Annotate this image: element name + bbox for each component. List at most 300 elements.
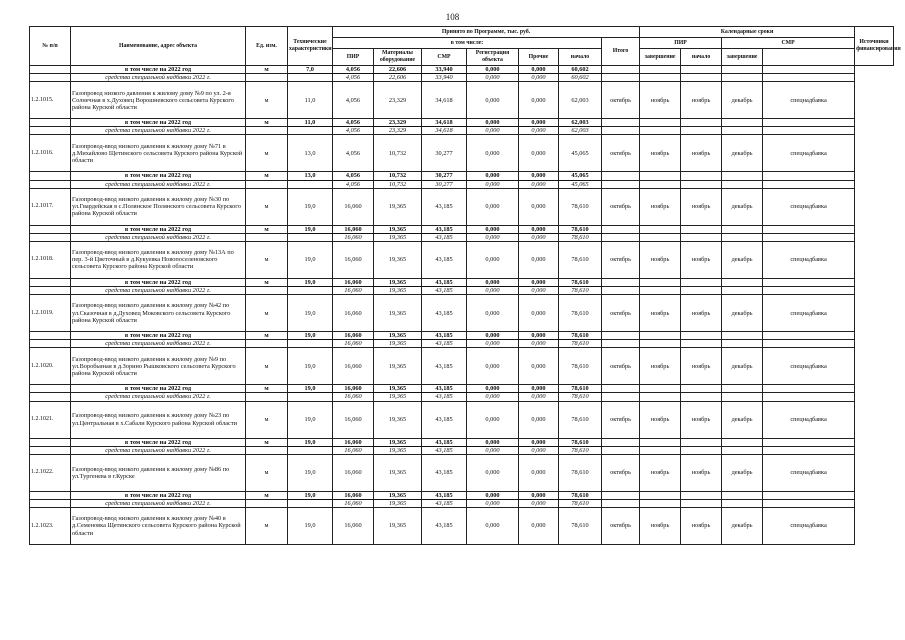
total-cell: 78,610: [559, 241, 602, 278]
special-label: средства специальной надбавки 2022 г.: [71, 393, 246, 401]
materials-cell: 19,365: [374, 401, 422, 438]
tech-cell: 19,0: [288, 241, 333, 278]
header-name: Наименование, адрес объекта: [71, 27, 246, 66]
pir-cell: 16,060: [333, 499, 374, 507]
header-cal-smr: СМР: [722, 38, 855, 49]
header-tech: Технические характеристики: [288, 27, 333, 66]
smr-end-cell: декабрь: [722, 401, 763, 438]
table-row-special: [30, 499, 894, 507]
registration-cell: 0,000: [467, 66, 519, 74]
oth-cell: 0,000: [519, 385, 559, 393]
unit-cell: м: [246, 507, 288, 544]
unit-cell: м: [246, 295, 288, 332]
pir-cell: 4,056: [333, 66, 374, 74]
oth-cell: 0,000: [519, 491, 559, 499]
mat-cell: 19,365: [374, 499, 422, 507]
table-row-object: [30, 135, 894, 172]
tech-cell: 13,0: [288, 172, 333, 180]
pir-end-cell: ноябрь: [640, 348, 681, 385]
object-code: 1.2.1020.: [30, 348, 71, 385]
tot-cell: 78,610: [559, 233, 602, 241]
table-row-special: [30, 286, 894, 294]
unit-cell: м: [246, 491, 288, 499]
table-row-special: [30, 180, 894, 188]
unit-cell: м: [246, 438, 288, 446]
source-cell: спецнадбавка: [763, 188, 855, 225]
pir-cell: 4,056: [333, 135, 374, 172]
mat-cell: 19,365: [374, 491, 422, 499]
header-pir: ПИР: [333, 49, 374, 66]
table-row-object: [30, 401, 894, 438]
smr-cell: 43,185: [422, 340, 467, 348]
tot-cell: 78,610: [559, 278, 602, 286]
oth-cell: 0,000: [519, 233, 559, 241]
header-cal-pir: ПИР: [640, 38, 722, 49]
pir-cell: 16,060: [333, 332, 374, 340]
registration-cell: 0,000: [467, 135, 519, 172]
table-row-object: [30, 295, 894, 332]
object-name: Газопровод-ввод низкого давления к жилому дому №40 в д.Семеновка Щетинского сельсовета Курского района Курской области: [71, 507, 246, 544]
smr-start-cell: ноябрь: [681, 241, 722, 278]
smr-end-cell: декабрь: [722, 295, 763, 332]
tech-cell: 13,0: [288, 135, 333, 172]
tech-cell: 19,0: [288, 188, 333, 225]
tech-cell: 11,0: [288, 119, 333, 127]
registration-cell: 0,000: [467, 454, 519, 491]
pir-cell: 16,060: [333, 438, 374, 446]
table-row-subtotal: [30, 438, 894, 446]
unit-cell: м: [246, 348, 288, 385]
pir-cell: 4,056: [333, 127, 374, 135]
object-name: Газопровод-ввод низкого давления к жилому дому №9 по ул.Воробьиная в д.Зорино Рышковского сельсовета Курского района Курской области: [71, 348, 246, 385]
smr-start-cell: ноябрь: [681, 454, 722, 491]
pir-cell: 16,060: [333, 241, 374, 278]
reg-cell: 0,000: [467, 172, 519, 180]
header-materials: Материалы оборудование: [374, 49, 422, 66]
oth-cell: 0,000: [519, 446, 559, 454]
materials-cell: 19,365: [374, 188, 422, 225]
source-cell: спецнадбавка: [763, 348, 855, 385]
object-name: Газопровод-ввод низкого давления к жилому дому №71 в д.Михайлово Щетинского сельсовета Курского района Курской области: [71, 135, 246, 172]
unit-cell: м: [246, 332, 288, 340]
pir-cell: 16,060: [333, 393, 374, 401]
program-table: [29, 26, 901, 545]
special-label: средства специальной надбавки 2022 г.: [71, 180, 246, 188]
pir-cell: 16,060: [333, 286, 374, 294]
unit-cell: м: [246, 172, 288, 180]
unit-cell: м: [246, 241, 288, 278]
table-body: [30, 66, 894, 545]
table-row-subtotal: [30, 225, 894, 233]
object-code: 1.2.1022.: [30, 454, 71, 491]
subtotal-label: в том числе на 2022 год: [71, 278, 246, 286]
object-code: 1.2.1018.: [30, 241, 71, 278]
pir-cell: 16,060: [333, 188, 374, 225]
pir-end-cell: ноябрь: [640, 135, 681, 172]
mat-cell: 23,329: [374, 127, 422, 135]
mat-cell: 19,365: [374, 340, 422, 348]
other-cell: 0,000: [519, 66, 559, 74]
pir-cell: 4,056: [333, 82, 374, 119]
tech-cell: 19,0: [288, 332, 333, 340]
tech-cell: 19,0: [288, 348, 333, 385]
header-end2: завершение: [722, 49, 763, 66]
reg-cell: 0,000: [467, 446, 519, 454]
table-row-subtotal: [30, 66, 894, 74]
header-start: начало: [559, 49, 602, 66]
oth-cell: 0,000: [519, 332, 559, 340]
tech-cell: 11,0: [288, 82, 333, 119]
tech-cell: 19,0: [288, 438, 333, 446]
smr-start-cell: ноябрь: [681, 348, 722, 385]
header-calendar: Календарные сроки: [640, 27, 855, 38]
smr-end-cell: декабрь: [722, 454, 763, 491]
table-row-object: [30, 348, 894, 385]
oth-cell: 0,000: [519, 172, 559, 180]
mat-cell: 10,732: [374, 172, 422, 180]
pir-cell: 4,056: [333, 74, 374, 82]
special-label: средства специальной надбавки 2022 г.: [71, 340, 246, 348]
reg-cell: 0,000: [467, 332, 519, 340]
subtotal-label: в том числе на 2022 год: [71, 119, 246, 127]
pir-cell: 4,056: [333, 172, 374, 180]
pir-cell: 16,060: [333, 278, 374, 286]
table-row-subtotal: [30, 119, 894, 127]
object-name: Газопровод низкого давления к жилому дому №9 по ул. 2-я Солнечная в х.Духовец Ворошневского сельсовета Курского района Курской области: [71, 82, 246, 119]
object-code: 1.2.1017.: [30, 188, 71, 225]
pir-cell: 4,056: [333, 119, 374, 127]
header-including: в том числе:: [333, 38, 602, 49]
tot-cell: 78,610: [559, 438, 602, 446]
smr-cell: 30,277: [422, 180, 467, 188]
reg-cell: 0,000: [467, 385, 519, 393]
tech-cell: 19,0: [288, 507, 333, 544]
mat-cell: 19,365: [374, 385, 422, 393]
oth-cell: 0,000: [519, 340, 559, 348]
source-cell: спецнадбавка: [763, 454, 855, 491]
tech-cell: 19,0: [288, 385, 333, 393]
table-row-subtotal: [30, 278, 894, 286]
mat-cell: 19,365: [374, 286, 422, 294]
smr-cell: 43,185: [422, 241, 467, 278]
reg-cell: 0,000: [467, 491, 519, 499]
smr-cell: 33,940: [422, 66, 467, 74]
tot-cell: 45,065: [559, 180, 602, 188]
smr-cell: 33,940: [422, 74, 467, 82]
table-row-special: [30, 74, 894, 82]
object-code: 1.2.1023.: [30, 507, 71, 544]
pir-start-cell: октябрь: [602, 507, 640, 544]
source-cell: спецнадбавка: [763, 401, 855, 438]
oth-cell: 0,000: [519, 180, 559, 188]
unit-cell: м: [246, 119, 288, 127]
pir-end-cell: ноябрь: [640, 454, 681, 491]
object-code: 1.2.1021.: [30, 401, 71, 438]
table-row-object: [30, 82, 894, 119]
header-accepted: Принято по Программе, тыс. руб.: [333, 27, 640, 38]
pir-start-cell: октябрь: [602, 135, 640, 172]
table-row-special: [30, 340, 894, 348]
mat-cell: 19,365: [374, 393, 422, 401]
source-cell: спецнадбавка: [763, 135, 855, 172]
subtotal-label: в том числе на 2022 год: [71, 332, 246, 340]
tot-cell: 62,003: [559, 119, 602, 127]
pir-end-cell: ноябрь: [640, 82, 681, 119]
tech-cell: 19,0: [288, 491, 333, 499]
pir-end-cell: ноябрь: [640, 188, 681, 225]
mat-cell: 19,365: [374, 278, 422, 286]
total-cell: 78,610: [559, 348, 602, 385]
subtotal-label: в том числе на 2022 год: [71, 385, 246, 393]
mat-cell: 19,365: [374, 332, 422, 340]
pir-start-cell: октябрь: [602, 348, 640, 385]
tot-cell: 78,610: [559, 385, 602, 393]
materials-cell: 19,365: [374, 454, 422, 491]
page-number: 108: [445, 12, 460, 22]
header-end: завершение: [640, 49, 681, 66]
smr-cell: 43,185: [422, 286, 467, 294]
registration-cell: 0,000: [467, 507, 519, 544]
object-code: 1.2.1016.: [30, 135, 71, 172]
registration-cell: 0,000: [467, 241, 519, 278]
other-cell: 0,000: [519, 188, 559, 225]
materials-cell: 22,606: [374, 66, 422, 74]
reg-cell: 0,000: [467, 233, 519, 241]
object-code: 1.2.1015.: [30, 82, 71, 119]
other-cell: 0,000: [519, 135, 559, 172]
unit-cell: м: [246, 385, 288, 393]
tech-cell: 7,0: [288, 66, 333, 74]
reg-cell: 0,000: [467, 438, 519, 446]
unit-cell: м: [246, 454, 288, 491]
pir-start-cell: октябрь: [602, 401, 640, 438]
reg-cell: 0,000: [467, 119, 519, 127]
pir-cell: 16,060: [333, 507, 374, 544]
header-unit: Ед. изм.: [246, 27, 288, 66]
oth-cell: 0,000: [519, 127, 559, 135]
special-label: средства специальной надбавки 2022 г.: [71, 127, 246, 135]
smr-end-cell: декабрь: [722, 348, 763, 385]
object-name: Газопровод-ввод низкого давления к жилому дому №86 по ул.Тургенева в г.Курске: [71, 454, 246, 491]
smr-cell: 34,618: [422, 119, 467, 127]
table-row-object: [30, 188, 894, 225]
total-cell: 60,602: [559, 74, 602, 82]
pir-end-cell: ноябрь: [640, 401, 681, 438]
object-name: Газопровод-ввод низкого давления к жилому дому №13А по пер. 3-й Цветочный в д.Кукуевка Новопоселеновского сельсовета Курского района Курской области: [71, 241, 246, 278]
table-row-subtotal: [30, 385, 894, 393]
tot-cell: 62,003: [559, 127, 602, 135]
header-other: Прочие: [519, 49, 559, 66]
smr-cell: 34,618: [422, 82, 467, 119]
tot-cell: 78,610: [559, 225, 602, 233]
pir-cell: 16,060: [333, 340, 374, 348]
smr-cell: 43,185: [422, 295, 467, 332]
pir-start-cell: октябрь: [602, 241, 640, 278]
smr-end-cell: декабрь: [722, 188, 763, 225]
tech-cell: 19,0: [288, 295, 333, 332]
total-cell: 45,065: [559, 135, 602, 172]
header-smr: СМР: [422, 49, 467, 66]
smr-cell: 43,185: [422, 499, 467, 507]
subtotal-label: в том числе на 2022 год: [71, 225, 246, 233]
smr-cell: 43,185: [422, 385, 467, 393]
total-cell: 62,003: [559, 82, 602, 119]
table-row-special: [30, 233, 894, 241]
other-cell: 0,000: [519, 401, 559, 438]
smr-cell: 43,185: [422, 332, 467, 340]
smr-start-cell: ноябрь: [681, 401, 722, 438]
special-label: средства специальной надбавки 2022 г.: [71, 233, 246, 241]
unit-cell: м: [246, 135, 288, 172]
table-row-special: [30, 446, 894, 454]
oth-cell: 0,000: [519, 499, 559, 507]
table-row-object: [30, 454, 894, 491]
smr-start-cell: ноябрь: [681, 295, 722, 332]
smr-cell: 43,185: [422, 446, 467, 454]
reg-cell: 0,000: [467, 127, 519, 135]
pir-start-cell: октябрь: [602, 295, 640, 332]
special-label: средства специальной надбавки 2022 г.: [71, 286, 246, 294]
smr-cell: 43,185: [422, 401, 467, 438]
subtotal-label: в том числе на 2022 год: [71, 491, 246, 499]
pir-cell: 16,060: [333, 348, 374, 385]
other-cell: 0,000: [519, 241, 559, 278]
total-cell: 78,610: [559, 295, 602, 332]
oth-cell: 0,000: [519, 286, 559, 294]
registration-cell: 0,000: [467, 295, 519, 332]
smr-cell: 30,277: [422, 172, 467, 180]
materials-cell: 19,365: [374, 348, 422, 385]
table-row-subtotal: [30, 491, 894, 499]
smr-start-cell: ноябрь: [681, 82, 722, 119]
oth-cell: 0,000: [519, 393, 559, 401]
reg-cell: 0,000: [467, 225, 519, 233]
smr-start-cell: ноябрь: [681, 188, 722, 225]
other-cell: 0,000: [519, 454, 559, 491]
mat-cell: 19,365: [374, 225, 422, 233]
pir-cell: 16,060: [333, 385, 374, 393]
pir-start-cell: октябрь: [602, 82, 640, 119]
source-cell: спецнадбавка: [763, 507, 855, 544]
smr-end-cell: декабрь: [722, 135, 763, 172]
smr-cell: 34,618: [422, 127, 467, 135]
smr-cell: 43,185: [422, 454, 467, 491]
total-cell: 60,602: [559, 66, 602, 74]
subtotal-label: в том числе на 2022 год: [71, 66, 246, 74]
reg-cell: 0,000: [467, 499, 519, 507]
source-cell: спецнадбавка: [763, 82, 855, 119]
other-cell: 0,000: [519, 348, 559, 385]
tot-cell: 78,610: [559, 340, 602, 348]
smr-cell: 43,185: [422, 393, 467, 401]
materials-cell: 19,365: [374, 507, 422, 544]
table-row-special: [30, 127, 894, 135]
table-row-object: [30, 507, 894, 544]
tech-cell: 19,0: [288, 225, 333, 233]
total-cell: 78,610: [559, 454, 602, 491]
materials-cell: 19,365: [374, 295, 422, 332]
smr-end-cell: декабрь: [722, 82, 763, 119]
smr-start-cell: ноябрь: [681, 135, 722, 172]
special-label: средства специальной надбавки 2022 г.: [71, 74, 246, 82]
unit-cell: м: [246, 188, 288, 225]
oth-cell: 0,000: [519, 225, 559, 233]
mat-cell: 19,365: [374, 233, 422, 241]
pir-end-cell: ноябрь: [640, 295, 681, 332]
reg-cell: 0,000: [467, 180, 519, 188]
reg-cell: 0,000: [467, 393, 519, 401]
registration-cell: 0,000: [467, 74, 519, 82]
smr-cell: 43,185: [422, 438, 467, 446]
tot-cell: 78,610: [559, 332, 602, 340]
pir-cell: 16,060: [333, 454, 374, 491]
source-cell: спецнадбавка: [763, 295, 855, 332]
smr-end-cell: декабрь: [722, 507, 763, 544]
pir-start-cell: октябрь: [602, 454, 640, 491]
tot-cell: 78,610: [559, 499, 602, 507]
pir-cell: 16,060: [333, 401, 374, 438]
unit-cell: м: [246, 66, 288, 74]
header-total: Итого: [602, 38, 640, 66]
total-cell: 78,610: [559, 507, 602, 544]
header-source: Источники финансирования: [855, 27, 894, 66]
other-cell: 0,000: [519, 507, 559, 544]
source-cell: спецнадбавка: [763, 241, 855, 278]
header-num: № п/п: [30, 27, 71, 66]
registration-cell: 0,000: [467, 401, 519, 438]
subtotal-label: в том числе на 2022 год: [71, 438, 246, 446]
pir-cell: 16,060: [333, 295, 374, 332]
mat-cell: 19,365: [374, 438, 422, 446]
materials-cell: 10,732: [374, 135, 422, 172]
reg-cell: 0,000: [467, 278, 519, 286]
oth-cell: 0,000: [519, 119, 559, 127]
smr-cell: 43,185: [422, 188, 467, 225]
other-cell: 0,000: [519, 295, 559, 332]
tech-cell: 19,0: [288, 278, 333, 286]
object-code: 1.2.1019.: [30, 295, 71, 332]
unit-cell: м: [246, 82, 288, 119]
oth-cell: 0,000: [519, 278, 559, 286]
reg-cell: 0,000: [467, 340, 519, 348]
header-registration: Регистрация объекта: [467, 49, 519, 66]
registration-cell: 0,000: [467, 188, 519, 225]
special-label: средства специальной надбавки 2022 г.: [71, 499, 246, 507]
table-row-subtotal: [30, 172, 894, 180]
object-name: Газопровод-ввод низкого давления к жилому дому №30 по ул.Гвардейская в с.Полянское Полянского сельсовета Курского района Курской области: [71, 188, 246, 225]
other-cell: 0,000: [519, 82, 559, 119]
smr-start-cell: ноябрь: [681, 507, 722, 544]
special-label: средства специальной надбавки 2022 г.: [71, 446, 246, 454]
unit-cell: м: [246, 401, 288, 438]
registration-cell: 0,000: [467, 348, 519, 385]
other-cell: 0,000: [519, 74, 559, 82]
smr-cell: 43,185: [422, 507, 467, 544]
mat-cell: 19,365: [374, 446, 422, 454]
object-name: Газопровод-ввод низкого давления к жилому дому №23 по ул.Центральная в х.Сабали Курского района Курской области: [71, 401, 246, 438]
total-cell: 78,610: [559, 188, 602, 225]
table-row-special: [30, 393, 894, 401]
materials-cell: 22,606: [374, 74, 422, 82]
unit-cell: м: [246, 225, 288, 233]
pir-end-cell: ноябрь: [640, 241, 681, 278]
mat-cell: 10,732: [374, 180, 422, 188]
registration-cell: 0,000: [467, 82, 519, 119]
smr-cell: 43,185: [422, 225, 467, 233]
smr-end-cell: декабрь: [722, 241, 763, 278]
table-row-subtotal: [30, 332, 894, 340]
tot-cell: 78,610: [559, 393, 602, 401]
